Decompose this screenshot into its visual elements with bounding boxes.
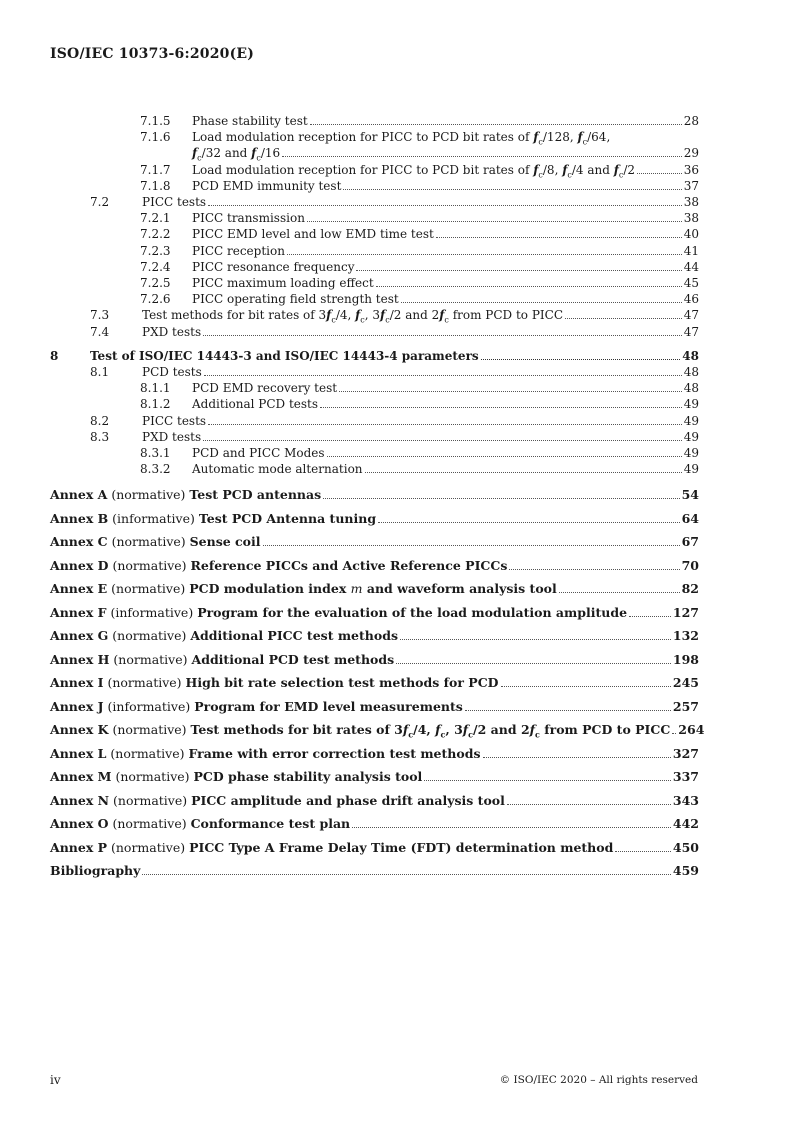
toc-title: Automatic mode alternation bbox=[192, 462, 363, 477]
toc-page: 54 bbox=[681, 487, 699, 503]
annex-type: (informative) bbox=[106, 604, 198, 620]
toc-title: PXD tests bbox=[142, 429, 202, 444]
toc-title bbox=[50, 675, 499, 691]
toc-entry-annex-c[interactable] bbox=[50, 534, 699, 550]
dot-leader bbox=[637, 173, 682, 174]
toc-title bbox=[50, 487, 321, 503]
toc-page: 127 bbox=[672, 604, 699, 620]
annex-label: Annex A bbox=[50, 487, 108, 503]
toc-number: 7.2 bbox=[90, 195, 110, 210]
toc-page: 28 bbox=[683, 114, 699, 128]
toc-page: 82 bbox=[681, 581, 699, 597]
toc-entry-7-2-4[interactable] bbox=[50, 259, 699, 275]
toc-entry-annex-p[interactable] bbox=[50, 840, 699, 856]
dot-leader bbox=[343, 189, 681, 190]
dot-leader bbox=[307, 221, 682, 222]
annex-title: Test PCD Antenna tuning bbox=[198, 510, 377, 526]
toc-page: 44 bbox=[683, 259, 699, 274]
dot-leader bbox=[507, 804, 671, 805]
dot-leader bbox=[282, 156, 682, 157]
annex-type: (normative) bbox=[103, 675, 186, 691]
toc-title bbox=[50, 628, 398, 644]
toc-page: 450 bbox=[672, 839, 699, 855]
annex-title: Sense coil bbox=[189, 534, 261, 550]
annex-title: Additional PICC test methods bbox=[190, 628, 398, 644]
dot-leader bbox=[401, 302, 682, 303]
dot-leader bbox=[481, 359, 681, 360]
dot-leader bbox=[376, 286, 682, 287]
dot-leader bbox=[327, 456, 682, 457]
toc-entry-7-1-7[interactable] bbox=[50, 162, 699, 178]
annex-title: PCD phase stability analysis tool bbox=[193, 769, 423, 785]
toc-number: 7.3 bbox=[90, 308, 110, 323]
annex-type: (normative) bbox=[109, 651, 192, 667]
toc-title bbox=[50, 722, 670, 738]
toc-title-line1: Load modulation reception for PICC to PCD bit rates of $f_c/128$, $f_c/64$, bbox=[192, 130, 611, 147]
toc-page: 48 bbox=[683, 365, 699, 380]
annex-type: (normative) bbox=[108, 816, 191, 832]
toc-title: PCD and PICC Modes bbox=[192, 446, 325, 461]
toc-number: 8.3.2 bbox=[140, 462, 171, 477]
annex-label: Annex C bbox=[50, 534, 108, 550]
document-header: ISO/IEC 10373-6:2020(E) bbox=[50, 46, 255, 62]
toc-entry-7-2-2[interactable] bbox=[50, 226, 699, 242]
toc-page: 343 bbox=[672, 792, 699, 808]
toc-number: 8.1 bbox=[90, 365, 110, 380]
toc-title: Phase stability test bbox=[192, 114, 308, 128]
toc-entry-annex-l[interactable] bbox=[50, 746, 699, 762]
toc-entry-7-4[interactable] bbox=[50, 324, 699, 340]
toc-title: PCD EMD recovery test bbox=[192, 381, 338, 396]
dot-leader bbox=[204, 375, 682, 376]
toc-page: 49 bbox=[683, 413, 699, 428]
toc-entry-annex-b[interactable] bbox=[50, 511, 699, 527]
toc-title bbox=[50, 581, 557, 597]
toc-number: 7.2.3 bbox=[140, 243, 171, 258]
toc-page: 49 bbox=[683, 397, 699, 412]
toc-title bbox=[50, 605, 627, 621]
toc-number: 7.2.4 bbox=[140, 259, 171, 274]
toc-entry-annex-f[interactable] bbox=[50, 605, 699, 621]
toc-number: 7.1.5 bbox=[140, 114, 171, 128]
toc-page: 337 bbox=[672, 769, 699, 785]
annex-type: (normative) bbox=[108, 628, 191, 644]
dot-leader bbox=[509, 569, 679, 570]
toc-page: 48 bbox=[682, 348, 699, 363]
annex-label: Annex K bbox=[50, 722, 109, 738]
toc-page: 64 bbox=[681, 510, 699, 526]
toc-page: 327 bbox=[672, 745, 699, 761]
toc-number: 7.1.7 bbox=[140, 162, 171, 177]
dot-leader bbox=[629, 616, 671, 617]
dot-leader bbox=[352, 827, 671, 828]
dot-leader bbox=[378, 522, 680, 523]
annex-label: Annex O bbox=[50, 816, 109, 832]
toc-title: PICC tests bbox=[142, 195, 207, 210]
table-of-contents bbox=[50, 113, 705, 879]
toc-entry-annex-m[interactable] bbox=[50, 769, 699, 785]
toc-title bbox=[50, 816, 350, 832]
toc-entry-annex-a[interactable] bbox=[50, 487, 699, 503]
toc-entry-annex-e[interactable] bbox=[50, 581, 699, 597]
toc-title: Test methods for bit rates of $3f_c/4$, $f_c$, $3f_c/2$ and $2f_c$ from PCD to PICC bbox=[142, 308, 564, 325]
annex-label: Annex B bbox=[50, 510, 109, 526]
dot-leader bbox=[615, 851, 671, 852]
dot-leader bbox=[263, 545, 680, 546]
dot-leader bbox=[559, 592, 680, 593]
dot-leader bbox=[365, 472, 682, 473]
toc-section-7-entries bbox=[50, 178, 699, 308]
annex-label: Annex J bbox=[50, 698, 104, 714]
annex-type: (normative) bbox=[107, 581, 190, 597]
annex-label: Annex H bbox=[50, 651, 110, 667]
toc-title bbox=[50, 558, 507, 574]
annex-label: Annex N bbox=[50, 792, 110, 808]
toc-page: 38 bbox=[683, 195, 699, 210]
toc-page: 442 bbox=[672, 816, 699, 832]
annex-title: Program for the evaluation of the load modulation amplitude bbox=[197, 604, 628, 620]
toc-title bbox=[50, 699, 463, 715]
toc-title: PCD EMD immunity test bbox=[192, 178, 342, 193]
toc-title: PICC operating field strength test bbox=[192, 292, 399, 307]
dot-leader bbox=[465, 710, 671, 711]
toc-entry-7-2-3[interactable] bbox=[50, 243, 699, 259]
annex-title: Reference PICCs and Active Reference PICCs bbox=[190, 557, 508, 573]
toc-title bbox=[50, 511, 376, 527]
toc-entry-7-2-6[interactable] bbox=[50, 291, 699, 307]
annex-type: (informative) bbox=[108, 510, 199, 526]
annex-label: Annex P bbox=[50, 839, 108, 855]
toc-annex-list bbox=[50, 487, 705, 856]
toc-number: 8.2 bbox=[90, 413, 110, 428]
toc-entry-annex-g[interactable] bbox=[50, 628, 699, 644]
annex-type: (informative) bbox=[103, 698, 195, 714]
toc-number: 7.1.6 bbox=[140, 130, 171, 145]
toc-page: 46 bbox=[683, 292, 699, 307]
toc-entry-7-1-6-cont bbox=[50, 145, 699, 161]
dot-leader bbox=[672, 733, 676, 734]
toc-title: Additional PCD tests bbox=[192, 397, 319, 412]
dot-leader bbox=[208, 424, 682, 425]
annex-title: Test methods for bit rates of $3f_c/4$, $f_c$, $3f_c/2$ and $2f_c$ from PCD to PICC bbox=[190, 722, 671, 740]
toc-title bbox=[50, 534, 261, 550]
toc-page: 67 bbox=[681, 534, 699, 550]
toc-title: PICC reception bbox=[192, 243, 285, 258]
dot-leader bbox=[208, 205, 682, 206]
toc-page: 47 bbox=[683, 308, 699, 323]
annex-type: (normative) bbox=[107, 839, 190, 855]
annex-label: Annex D bbox=[50, 557, 109, 573]
toc-page: 40 bbox=[683, 227, 699, 242]
dot-leader bbox=[203, 440, 682, 441]
page-number: iv bbox=[50, 1073, 61, 1087]
toc-title: Test of ISO/IEC 14443-3 and ISO/IEC 14443-4 parameters bbox=[90, 348, 479, 363]
dot-leader bbox=[203, 335, 682, 336]
toc-entry-annex-h[interactable] bbox=[50, 652, 699, 668]
annex-label: Annex G bbox=[50, 628, 109, 644]
toc-entry-7-1-6[interactable] bbox=[50, 129, 699, 145]
toc-page: 47 bbox=[683, 324, 699, 339]
toc-number: 8 bbox=[50, 348, 59, 363]
toc-entry-annex-k[interactable] bbox=[50, 722, 705, 740]
annex-label: Annex I bbox=[50, 675, 104, 691]
toc-page: 245 bbox=[672, 675, 699, 691]
toc-page: 257 bbox=[672, 698, 699, 714]
toc-entry-7-2-1[interactable] bbox=[50, 210, 699, 226]
toc-title bbox=[50, 840, 613, 856]
toc-entry-7-3[interactable] bbox=[50, 307, 699, 323]
toc-entry-8-3-2[interactable] bbox=[50, 461, 699, 477]
toc-page: 132 bbox=[672, 628, 699, 644]
toc-title: PICC transmission bbox=[192, 211, 305, 226]
annex-type: (normative) bbox=[111, 769, 194, 785]
toc-title: PXD tests bbox=[142, 324, 202, 339]
toc-number: 8.3.1 bbox=[140, 446, 171, 461]
toc-entry-annex-n[interactable] bbox=[50, 793, 699, 809]
toc-number: 7.2.2 bbox=[140, 227, 171, 242]
annex-label: Annex L bbox=[50, 745, 107, 761]
toc-title: PICC tests bbox=[142, 413, 207, 428]
annex-type: (normative) bbox=[109, 792, 192, 808]
dot-leader bbox=[339, 391, 682, 392]
toc-title: PCD tests bbox=[142, 365, 202, 380]
toc-title bbox=[50, 746, 481, 762]
toc-title-line2: $f_c/32$ and $f_c/16$ bbox=[192, 146, 281, 163]
toc-number: 7.2.1 bbox=[140, 211, 171, 226]
annex-title: High bit rate selection test methods for PCD bbox=[185, 675, 499, 691]
toc-number: 8.1.1 bbox=[140, 381, 171, 396]
toc-page: 198 bbox=[672, 651, 699, 667]
toc-number: 8.3 bbox=[90, 429, 110, 444]
toc-entry-annex-j[interactable] bbox=[50, 699, 699, 715]
toc-number: 7.2.5 bbox=[140, 276, 171, 291]
toc-page: 29 bbox=[683, 146, 699, 161]
toc-title bbox=[50, 793, 505, 809]
toc-entry-8-3[interactable] bbox=[50, 429, 699, 445]
annex-type: (normative) bbox=[107, 534, 190, 550]
toc-page: 41 bbox=[683, 243, 699, 258]
toc-number: 7.4 bbox=[90, 324, 110, 339]
toc-page: 264 bbox=[678, 722, 705, 738]
toc-entry-annex-d[interactable] bbox=[50, 558, 699, 574]
annex-label: Annex F bbox=[50, 604, 107, 620]
toc-entry-8-1-2[interactable] bbox=[50, 396, 699, 412]
dot-leader bbox=[400, 639, 671, 640]
annex-type: (normative) bbox=[108, 557, 191, 573]
dot-leader bbox=[323, 498, 679, 499]
toc-entry-7-1-5[interactable] bbox=[50, 113, 699, 129]
toc-title bbox=[50, 769, 422, 785]
annex-label: Annex E bbox=[50, 581, 108, 597]
dot-leader bbox=[565, 318, 682, 319]
toc-entry-8-3-1[interactable] bbox=[50, 445, 699, 461]
annex-title: PICC Type A Frame Delay Time (FDT) determination method bbox=[189, 839, 614, 855]
toc-entry-bibliography[interactable] bbox=[50, 863, 699, 879]
toc-entry-7-1-8[interactable] bbox=[50, 178, 699, 194]
toc-page: 45 bbox=[683, 276, 699, 291]
toc-title: Load modulation reception for PICC to PCD bit rates of $f_c/8$, $f_c/4$ and $f_c/2$ bbox=[192, 162, 636, 179]
dot-leader bbox=[142, 874, 671, 875]
toc-page: 70 bbox=[681, 557, 699, 573]
dot-leader bbox=[436, 237, 682, 238]
annex-title: Additional PCD test methods bbox=[191, 651, 395, 667]
toc-number: 8.1.2 bbox=[140, 397, 171, 412]
annex-label: Annex M bbox=[50, 769, 112, 785]
dot-leader bbox=[320, 407, 682, 408]
toc-entry-7-2[interactable] bbox=[50, 194, 699, 210]
toc-title: PICC resonance frequency bbox=[192, 259, 355, 274]
toc-entry-8[interactable] bbox=[50, 348, 699, 364]
toc-page: 48 bbox=[683, 381, 699, 396]
toc-page: 49 bbox=[683, 462, 699, 477]
toc-page: 49 bbox=[683, 429, 699, 444]
toc-page: 38 bbox=[683, 211, 699, 226]
dot-leader bbox=[501, 686, 671, 687]
toc-section-8-entries bbox=[50, 364, 699, 477]
dot-leader bbox=[356, 270, 681, 271]
dot-leader bbox=[483, 757, 671, 758]
annex-title: Test PCD antennas bbox=[189, 487, 322, 503]
annex-type: (normative) bbox=[108, 722, 191, 738]
toc-title: PICC maximum loading effect bbox=[192, 276, 374, 291]
dot-leader bbox=[310, 124, 682, 125]
toc-title: PICC EMD level and low EMD time test bbox=[192, 227, 434, 242]
toc-number: 7.2.6 bbox=[140, 292, 171, 307]
annex-title: PICC amplitude and phase drift analysis tool bbox=[191, 792, 505, 808]
toc-entry-8-1-1[interactable] bbox=[50, 380, 699, 396]
dot-leader bbox=[287, 254, 682, 255]
toc-page: 37 bbox=[683, 178, 699, 193]
annex-title: PCD modulation index m and waveform analysis tool bbox=[189, 581, 557, 597]
toc-entry-8-1[interactable] bbox=[50, 364, 699, 380]
annex-title: Program for EMD level measurements bbox=[194, 698, 463, 714]
toc-title bbox=[50, 652, 394, 668]
annex-type: (normative) bbox=[107, 487, 190, 503]
toc-number: 7.1.8 bbox=[140, 178, 171, 193]
dot-leader bbox=[396, 663, 671, 664]
toc-entry-annex-o[interactable] bbox=[50, 816, 699, 832]
toc-title: Bibliography bbox=[50, 863, 141, 879]
dot-leader bbox=[424, 780, 671, 781]
annex-type: (normative) bbox=[106, 745, 189, 761]
toc-page: 49 bbox=[683, 446, 699, 461]
annex-title: Frame with error correction test methods bbox=[188, 745, 481, 761]
toc-entry-8-2[interactable] bbox=[50, 413, 699, 429]
toc-page: 36 bbox=[683, 162, 699, 177]
toc-entry-annex-i[interactable] bbox=[50, 675, 699, 691]
toc-entry-7-2-5[interactable] bbox=[50, 275, 699, 291]
annex-title: Conformance test plan bbox=[190, 816, 351, 832]
toc-page: 459 bbox=[672, 863, 699, 879]
copyright-notice: © ISO/IEC 2020 – All rights reserved bbox=[499, 1074, 698, 1086]
